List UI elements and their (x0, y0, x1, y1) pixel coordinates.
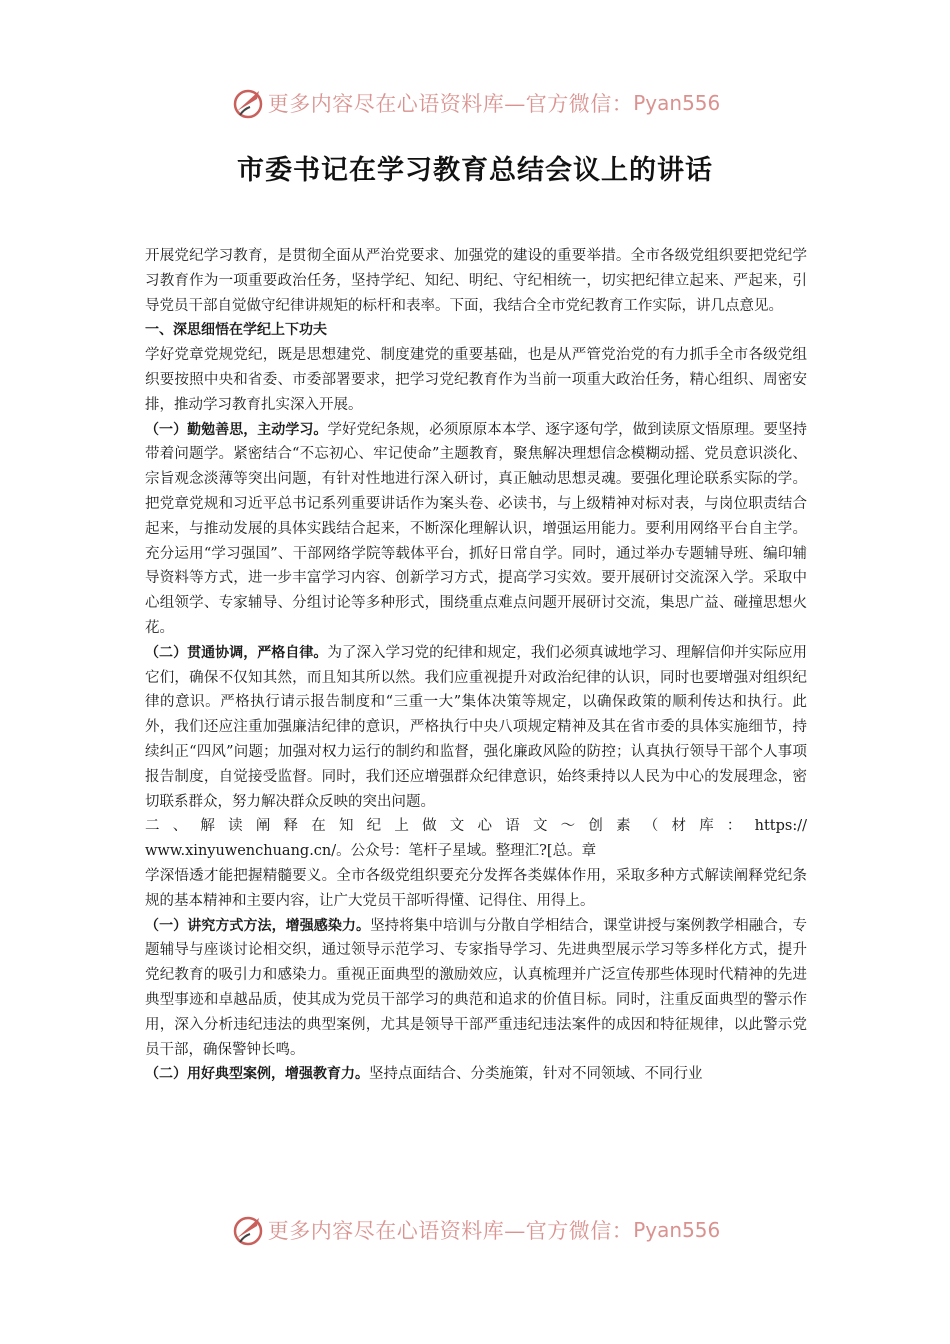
quill-logo-icon (230, 1212, 266, 1248)
section-1-paragraph: 学好党章党规党纪，既是思想建党、制度建党的重要基础，也是从严管党治党的有力抓手全市各级党组织要按照中央和省委、市委部署要求，把学习党纪教育作为当前一项重大政治任务，精心组织、周密安排，推动学习教育扎实深入开展。 (145, 347, 807, 413)
watermark-banner-bottom (0, 1205, 950, 1255)
watermark-banner-top (0, 78, 950, 128)
subsection-4-lead: （二）用好典型案例，增强教育力。 (145, 1066, 369, 1083)
section-heading-1: 一、深思细悟在学纪上下功夫 (145, 322, 327, 339)
subsection-3-text: 坚持将集中培训与分散自学相结合，课堂讲授与案例教学相融合，专题辅导与座谈讨论相交织，通过领导示范学习、专家指导学习、先进典型展示学习等多样化方式，提升党纪教育的吸引力和感染力。重视正面典型的激励效应，认真梳理并广泛宣传那些体现时代精神的先进典型事迹和卓越品质，使其成为党员干部学习的典范和追求的价值目标。同时，注重反面典型的警示作用，深入分析违纪违法的典型案例，尤其是领导干部严重违纪违法案件的成因和特征规律，以此警示党员干部，确保警钟长鸣。 (145, 917, 808, 1058)
section-heading-2-line1: 二、解读阐释在知纪上做文心语文～创素（材库：https:// (145, 818, 807, 835)
subsection-1-lead: （一）勤勉善思，主动学习。 (145, 421, 328, 438)
subsection-3-lead: （一）讲究方式方法，增强感染力。 (145, 917, 371, 934)
subsection-4-text: 坚持点面结合、分类施策，针对不同领域、不同行业 (369, 1066, 703, 1083)
subsection-2-text: 为了深入学习党的纪律和规定，我们必须真诚地学习、理解信仰并实际应用它们，确保不仅知其然，而且知其所以然。我们应重视提升对政治纪律的认识，同时也要增强对组织纪律的意识。严格执行请示报告制度和“三重一大”集体决策等规定，以确保政策的顺利传达和执行。此外，我们还应注重加强廉洁纪律的意识，严格执行中央八项规定精神及其在省市委的具体实施细节，持续纠正“四风”问题；加强对权力运行的制约和监督，强化廉政风险的防控；认真执行领导干部个人事项报告制度，自觉接受监督。同时，我们还应增强群众纪律意识，始终秉持以人民为中心的发展理念，密切联系群众，努力解决群众反映的突出问题。 (145, 644, 808, 810)
intro-paragraph: 开展党纪学习教育，是贯彻全面从严治党要求、加强党的建设的重要举措。全市各级党组织要把党纪学习教育作为一项重要政治任务，坚持学纪、知纪、明纪、守纪相统一，切实把纪律立起来、严起来，引导党员干部自觉做守纪律讲规矩的标杆和表率。下面，我结合全市党纪教育工作实际，讲几点意见。 (145, 248, 807, 314)
watermark-text: 更多内容尽在心语资料库—官方微信： (267, 92, 634, 116)
subsection-1-text: 学好党纪条规，必须原原本本学、逐字逐句学，做到读原文悟原理。要坚持带着问题学。紧密结合“不忘初心、牢记使命”主题教育，聚焦解决理想信念模糊动摇、党员意识淡化、宗旨观念淡薄等突出问题，有针对性地进行深入研讨，真正触动思想灵魂。要强化理论联系实际的学。把党章党规和习近平总书记系列重要讲话作为案头卷、必读书，与上级精神对标对表，与岗位职责结合起来，与推动发展的具体实践结合起来，不断深化理解认识，增强运用能力。要利用网络平台自主学。充分运用“学习强国”、干部网络学院等载体平台，抓好日常自学。同时，通过举办专题辅导班、编印辅导资料等方式，进一步丰富学习内容、创新学习方式，提高学习实效。要开展研讨交流深入学。采取中心组领学、专家辅导、分组讨论等多种形式，围绕重点难点问题开展研讨交流，集思广益、碰撞思想火花。 (145, 421, 808, 636)
section-heading-2-line2: www.xinyuwenchuang.cn/。公众号：笔杆子星域。整理汇?[总。章 (145, 843, 597, 860)
subsection-3-paragraph (145, 914, 807, 1063)
subsection-2-lead: （二）贯通协调，严格自律。 (145, 644, 328, 661)
subsection-2-paragraph (145, 641, 807, 815)
subsection-4-paragraph (145, 1062, 807, 1087)
quill-logo-icon (230, 85, 266, 121)
document-title: 市委书记在学习教育总结会议上的讲话 (237, 155, 713, 186)
watermark-handle: Pyan556 (633, 1218, 721, 1242)
document-body (145, 244, 807, 1087)
subsection-1-paragraph (145, 418, 807, 641)
watermark-handle: Pyan556 (633, 91, 721, 115)
watermark-text: 更多内容尽在心语资料库—官方微信： (267, 1219, 634, 1243)
section-2-paragraph: 学深悟透才能把握精髓要义。全市各级党组织要充分发挥各类媒体作用，采取多种方式解读阐释党纪条规的基本精神和主要内容，让广大党员干部听得懂、记得住、用得上。 (145, 867, 807, 909)
